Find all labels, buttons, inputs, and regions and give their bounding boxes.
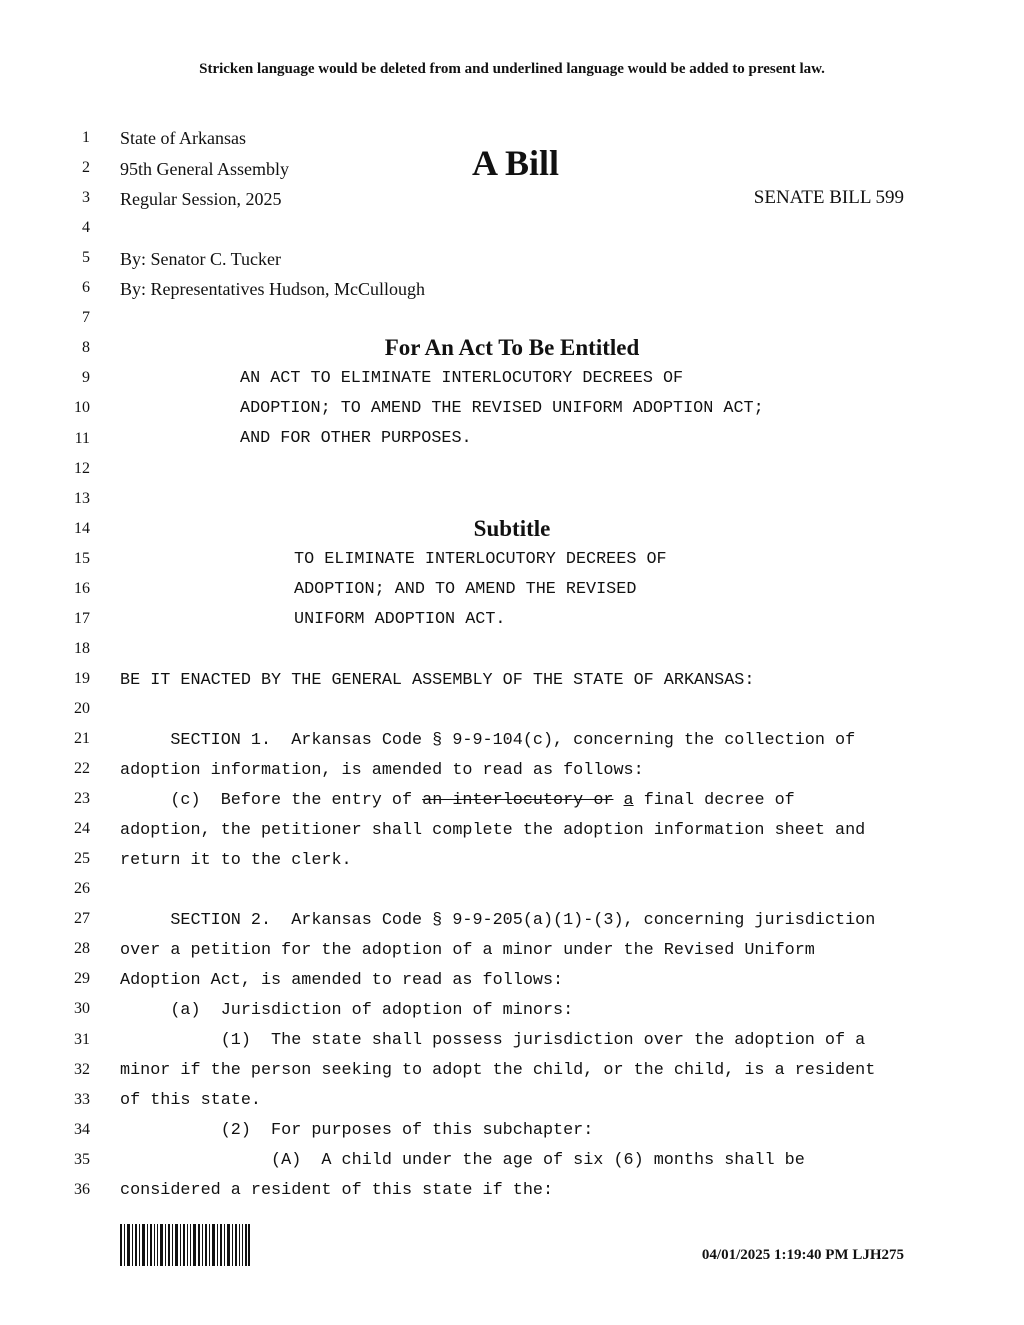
line-number: 36 — [74, 1180, 90, 1198]
line-number: 31 — [74, 1030, 90, 1048]
line-number: 4 — [82, 219, 90, 237]
section-2-text: over a petition for the adoption of a minor under the Revised Uniform — [120, 941, 815, 960]
line-number: 12 — [74, 459, 90, 477]
line-number: 32 — [74, 1060, 90, 1078]
subtitle-line: UNIFORM ADOPTION ACT. — [294, 610, 506, 629]
line-number: 8 — [82, 339, 90, 357]
line-number: 6 — [82, 279, 90, 297]
section-2-text: (a) Jurisdiction of adoption of minors: — [120, 1001, 574, 1020]
document-type-title: A Bill — [472, 143, 560, 183]
barcode-icon — [120, 1224, 250, 1266]
line-number: 25 — [74, 850, 90, 868]
session: Regular Session, 2025 — [120, 189, 282, 209]
amendment-notice: Stricken language would be deleted from and underlined language would be added to present law. — [199, 61, 825, 77]
section-1-amended-subsection — [120, 791, 795, 811]
line-number: 24 — [74, 820, 90, 838]
house-sponsors: By: Representatives Hudson, McCullough — [120, 279, 425, 299]
line-number: 18 — [74, 639, 90, 657]
section-1-text: final decree of — [633, 791, 795, 810]
line-number: 28 — [74, 940, 90, 958]
bill-number: SENATE BILL 599 — [753, 187, 904, 208]
line-number: 26 — [74, 880, 90, 898]
line-number: 21 — [74, 730, 90, 747]
act-title-line: ADOPTION; TO AMEND THE REVISED UNIFORM ADOPTION ACT; — [240, 399, 764, 418]
section-1-text: (c) Before the entry of — [120, 791, 423, 810]
line-number: 11 — [74, 429, 90, 447]
act-title-line: AND FOR OTHER PURPOSES. — [240, 429, 472, 448]
section-1-text: adoption information, is amended to read as follows: — [120, 761, 644, 780]
senate-sponsor: By: Senator C. Tucker — [120, 249, 282, 269]
subtitle-heading: Subtitle — [473, 516, 551, 541]
general-assembly: 95th General Assembly — [120, 159, 289, 179]
enacting-clause: BE IT ENACTED BY THE GENERAL ASSEMBLY OF THE STATE OF ARKANSAS: — [120, 671, 755, 690]
line-number: 10 — [74, 399, 90, 417]
stricken-text: an interlocutory or — [422, 791, 614, 810]
section-1-text: adoption, the petitioner shall complete the adoption information sheet and — [120, 821, 866, 840]
act-title-line: AN ACT TO ELIMINATE INTERLOCUTORY DECREES OF — [240, 369, 684, 388]
line-number: 23 — [74, 790, 90, 808]
line-number: 13 — [74, 489, 90, 507]
line-number: 35 — [74, 1150, 90, 1168]
line-number: 17 — [74, 609, 90, 627]
section-2-text: minor if the person seeking to adopt the child, or the child, is a resident — [120, 1061, 876, 1080]
line-number: 22 — [74, 760, 90, 778]
line-number: 15 — [74, 549, 90, 567]
section-2-heading: SECTION 2. Arkansas Code § 9-9-205(a)(1)-(3), concerning jurisdiction — [120, 911, 876, 930]
line-number: 2 — [82, 159, 90, 177]
section-2-text: (2) For purposes of this subchapter: — [120, 1121, 594, 1140]
section-2-text: (A) A child under the age of six (6) months shall be — [120, 1151, 805, 1170]
act-heading: For An Act To Be Entitled — [384, 335, 640, 360]
section-1-heading: SECTION 1. Arkansas Code § 9-9-104(c), concerning the collection of — [120, 731, 856, 750]
section-1-text: return it to the clerk. — [120, 851, 352, 870]
section-2-text: (1) The state shall possess jurisdiction over the adoption of a — [120, 1031, 866, 1050]
line-number: 16 — [74, 579, 90, 597]
line-number: 34 — [74, 1120, 90, 1138]
line-number: 5 — [82, 249, 90, 267]
line-number: 20 — [74, 699, 90, 717]
section-2-text: considered a resident of this state if the: — [120, 1181, 554, 1200]
line-number: 1 — [82, 129, 90, 146]
line-number: 7 — [82, 309, 90, 327]
subtitle-line: ADOPTION; AND TO AMEND THE REVISED — [294, 580, 637, 599]
line-number: 29 — [74, 970, 90, 988]
state-name: State of Arkansas — [120, 128, 246, 148]
section-2-text: of this state. — [120, 1091, 261, 1110]
underlined-text: a — [623, 791, 634, 810]
line-number: 33 — [74, 1090, 90, 1108]
line-number: 30 — [74, 1000, 90, 1018]
line-number: 19 — [74, 669, 90, 687]
subtitle-line: TO ELIMINATE INTERLOCUTORY DECREES OF — [294, 550, 667, 569]
line-number: 14 — [74, 519, 90, 537]
line-number: 27 — [74, 910, 90, 928]
section-2-text: Adoption Act, is amended to read as follows: — [120, 971, 564, 990]
line-number: 3 — [82, 189, 90, 207]
line-number: 9 — [82, 369, 90, 387]
timestamp-code: 04/01/2025 1:19:40 PM LJH275 — [701, 1247, 904, 1263]
